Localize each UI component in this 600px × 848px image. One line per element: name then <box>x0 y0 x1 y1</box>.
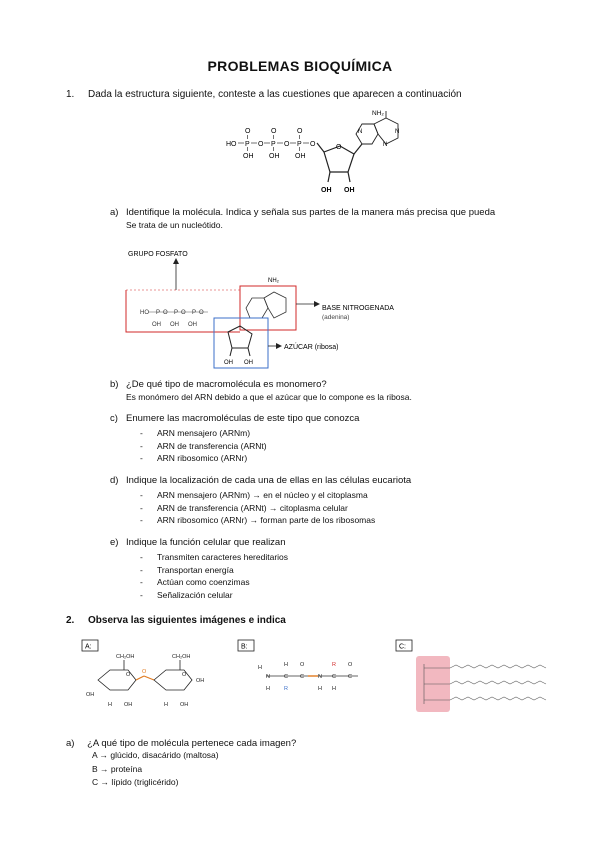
ring-o-2: O <box>182 672 187 678</box>
diagram-nh2: NH₂ <box>268 278 279 284</box>
subquestion-text: Enumere las macromoléculas de este tipo que conozca <box>126 413 360 424</box>
h-a1: H <box>108 702 112 708</box>
page-title: PROBLEMAS BIOQUÍMICA <box>207 58 393 74</box>
diagram-ho: HO <box>140 310 149 316</box>
o-label-2: O <box>271 128 277 135</box>
h-b1: H <box>258 665 262 671</box>
oh-a2: OH <box>124 702 133 708</box>
fatty-acid-chains <box>450 665 546 700</box>
list-item: - ARN ribosomico (ARNr) → forman parte de los ribosomas <box>140 515 376 525</box>
oh-a1: OH <box>86 692 95 698</box>
subquestion-text: Identifique la molécula. Indica y señala sus partes de la manera más precisa que pueda <box>126 207 496 218</box>
ho-label: HO <box>226 141 237 148</box>
diagram-phosphate-chain <box>140 310 204 328</box>
azucar-label: AZÚCAR (ribosa) <box>284 344 339 351</box>
subquestion-label: d) <box>110 475 119 486</box>
base-nitrogenada-label: BASE NITROGENADA <box>322 305 394 312</box>
image-a-maltose <box>80 636 230 716</box>
list-item: - ARN ribosomico (ARNr) <box>140 453 248 463</box>
question-text: Dada la estructura siguiente, conteste a las cuestiones que aparecen a continuación <box>88 89 462 100</box>
list-item: - ARN mensajero (ARNm) <box>140 428 251 438</box>
list-item: - Señalización celular <box>140 589 233 600</box>
diagram-ribose-oh1: OH <box>224 360 233 366</box>
diagram-p2: P <box>174 310 179 316</box>
c-b3: C <box>332 674 336 680</box>
p-label-1: P <box>245 141 250 148</box>
diagram-ribose-oh2: OH <box>244 360 253 366</box>
adenine-n-1: N <box>358 129 363 135</box>
subquestion-label: c) <box>110 413 118 424</box>
adenine-n-2: N <box>395 129 400 135</box>
h-a2: H <box>164 702 168 708</box>
maltose-ring-2 <box>154 660 192 690</box>
maltose-ring-1 <box>98 660 136 690</box>
p-label-3: P <box>297 141 302 148</box>
c-b4: C <box>348 674 352 680</box>
image-b-label: B: <box>241 643 248 651</box>
answer-list <box>92 749 296 790</box>
grupo-fosfato-label: GRUPO FOSFATO <box>128 251 188 258</box>
answer-text: Se trata de un nucleótido. <box>126 220 223 230</box>
question-1a <box>110 206 510 232</box>
h-b3: H <box>284 662 288 668</box>
subquestion-text: ¿A qué tipo de molécula pertenece cada imagen? <box>87 738 297 749</box>
peptide-labels <box>258 662 353 692</box>
subquestion-text: Indique la localización de cada una de ellas en las células eucariota <box>126 475 412 486</box>
question-number: 1. <box>66 89 75 100</box>
r-b1: R <box>284 686 288 692</box>
o-bridge-3: O <box>310 141 316 148</box>
image-c-triglyceride <box>394 636 554 716</box>
question-2-prompt <box>66 615 286 626</box>
adenine-n-3: N <box>383 142 388 148</box>
diagram-o2: O <box>181 310 186 316</box>
diagram-p1: P <box>156 310 161 316</box>
oh-a3: OH <box>180 702 189 708</box>
n-b2: N <box>318 674 322 680</box>
ring-o-1: O <box>126 672 131 678</box>
question-1-prompt <box>66 89 462 100</box>
list-item: - ARN de transferencia (ARNt) → citoplasma celular <box>140 502 348 513</box>
list-item: - Transportan energía <box>140 564 234 575</box>
o-bridge-2: O <box>284 141 290 148</box>
diagram-p3: P <box>192 310 197 316</box>
h-b5: H <box>332 686 336 692</box>
o-label-3: O <box>297 128 303 135</box>
question-text: Observa las siguientes imágenes e indica <box>88 615 286 626</box>
question-1b <box>110 378 530 404</box>
atp-structure-figure <box>222 106 412 202</box>
o-b2: O <box>348 662 353 668</box>
oh-label-1: OH <box>243 153 254 160</box>
subquestion-label: a) <box>66 738 75 749</box>
nh2-label: NH₂ <box>372 110 384 117</box>
o-label-1: O <box>245 128 251 135</box>
o-bridge-1: O <box>258 141 264 148</box>
maltose-labels <box>86 654 204 708</box>
h-b2: H <box>266 686 270 692</box>
list-item: - Actúan como coenzimas <box>140 577 250 587</box>
glycosidic-o: O <box>142 669 147 675</box>
subquestion-label: b) <box>110 379 119 390</box>
oh-label-2: OH <box>269 153 280 160</box>
list-item: - ARN mensajero (ARNm) → en el núcleo y el citoplasma <box>140 490 368 500</box>
list-item: A → glúcido, disacárido (maltosa) <box>92 750 219 760</box>
adenina-label: (adenina) <box>322 314 350 321</box>
diagram-o3: O <box>199 310 204 316</box>
diagram-o1: O <box>163 310 168 316</box>
h-b4: H <box>318 686 322 692</box>
p-label-2: P <box>271 141 276 148</box>
phosphate-chain <box>226 128 316 160</box>
n-b1: N <box>266 674 270 680</box>
question-number: 2. <box>66 615 75 626</box>
subquestion-text: Indique la función celular que realizan <box>126 537 286 548</box>
list-item: C → lípido (triglicérido) <box>92 777 179 787</box>
ribose-o-label: O <box>336 144 342 151</box>
ch2oh-1: CH₂OH <box>116 654 135 660</box>
image-c-label: C: <box>399 643 406 651</box>
diagram-oh3: OH <box>188 322 197 328</box>
diagram-adenine <box>246 292 286 318</box>
question-2a <box>66 738 296 790</box>
subquestion-label: e) <box>110 537 119 548</box>
question-1c <box>110 412 530 465</box>
oh-label-3: OH <box>295 153 306 160</box>
diagram-oh2: OH <box>170 322 179 328</box>
list-item: - ARN de transferencia (ARNt) <box>140 440 267 451</box>
r-b2: R <box>332 662 336 668</box>
question-1e <box>110 536 530 601</box>
subquestion-label: a) <box>110 207 119 218</box>
question-1d <box>110 474 530 527</box>
list-item: - Transmiten caracteres hereditarios <box>140 552 289 562</box>
c-b2: C <box>300 674 304 680</box>
subquestion-text: ¿De qué tipo de macromolécula es monomero? <box>126 379 327 390</box>
list-item: B → proteína <box>92 763 143 774</box>
c-b1: C <box>284 674 288 680</box>
diagram-oh1: OH <box>152 322 161 328</box>
ribose-oh-1: OH <box>321 187 332 194</box>
nucleotide-diagram <box>118 246 438 372</box>
answer-text: Es monómero del ARN debido a que el azúcar que lo compone es la ribosa. <box>126 392 412 402</box>
ribose-oh-2: OH <box>344 187 355 194</box>
oh-a4: OH <box>196 678 205 684</box>
image-b-peptide <box>236 636 366 702</box>
ch2oh-2: CH₂OH <box>172 654 191 660</box>
o-b1: O <box>300 662 305 668</box>
image-a-label: A: <box>85 643 92 651</box>
